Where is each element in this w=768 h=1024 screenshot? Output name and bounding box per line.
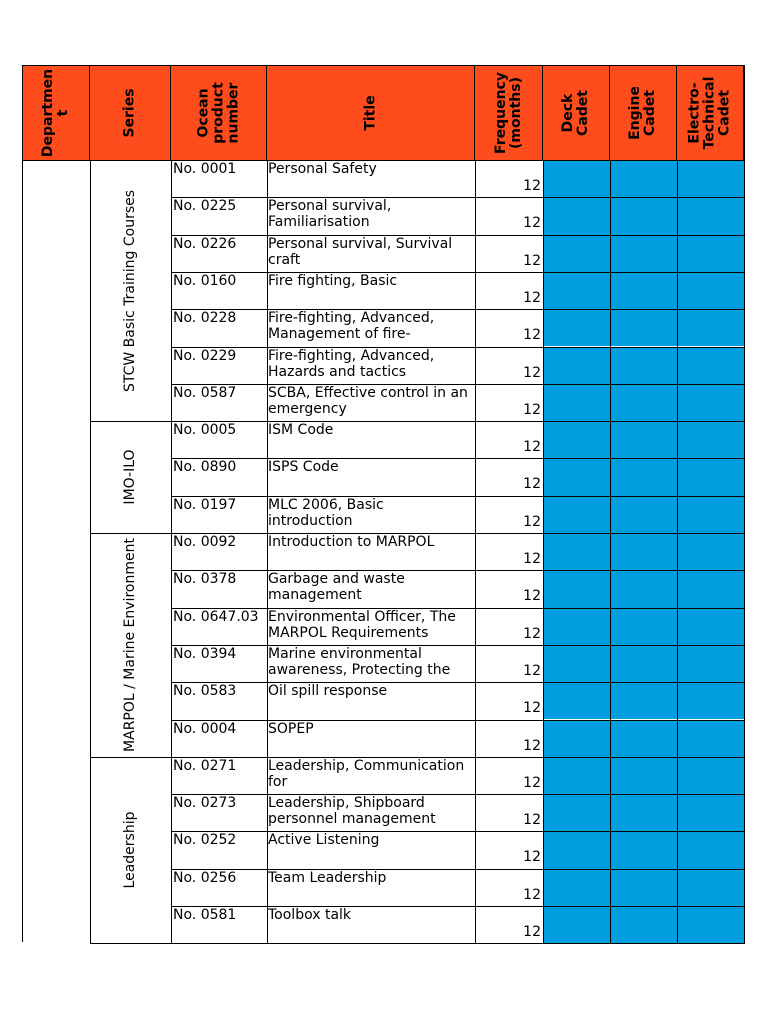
header-label-frequency: Frequency (months) (492, 71, 524, 154)
deck-cadet-cell (544, 422, 610, 458)
cadet-row-line (543, 197, 745, 198)
column-line (543, 160, 544, 944)
deck-cadet-cell (544, 534, 610, 570)
cadet-row-line (543, 421, 745, 422)
row-line (475, 160, 543, 161)
row-line (475, 831, 543, 832)
engine-cadet-cell (611, 683, 677, 719)
product-number: No. 0226 (173, 235, 237, 252)
series-top-border (90, 421, 171, 422)
row-line (475, 720, 543, 721)
header-label-product: Ocean product number (195, 81, 241, 144)
series-left-border (90, 533, 91, 758)
header-label-deck: Deck Cadet (560, 89, 591, 136)
cadet-row-line (543, 682, 745, 683)
series-left-border (90, 421, 91, 534)
frequency-value: 12 (523, 439, 541, 456)
electro-cadet-cell (678, 870, 744, 906)
course-title: Active Listening (268, 832, 380, 849)
product-number: No. 0229 (173, 347, 237, 364)
series-top-border (90, 757, 171, 758)
product-number: No. 0587 (173, 384, 237, 401)
frequency-value: 12 (523, 551, 541, 567)
product-number: No. 0228 (173, 310, 237, 327)
cadet-row-line (543, 160, 745, 161)
engine-cadet-cell (611, 273, 677, 309)
series-label: Leadership (122, 811, 138, 889)
engine-cadet-cell (611, 870, 677, 906)
header-frequency (475, 65, 543, 160)
deck-cadet-cell (544, 236, 610, 272)
product-number: No. 0252 (173, 832, 237, 849)
course-title: Personal Safety (268, 161, 377, 177)
row-line (475, 869, 543, 870)
engine-cadet-cell (611, 422, 677, 458)
cadet-row-line (543, 906, 745, 907)
product-number: No. 0647.03 (173, 608, 259, 625)
electro-cadet-cell (678, 646, 744, 682)
frequency-value: 12 (523, 215, 541, 232)
header-department (22, 65, 90, 160)
deck-cadet-cell (544, 310, 610, 346)
series-label: MARPOL / Marine Environment (122, 537, 138, 752)
electro-cadet-cell (678, 571, 744, 607)
deck-cadet-cell (544, 870, 610, 906)
electro-cadet-cell (678, 236, 744, 272)
course-title: SCBA, Effective control in an emergency (268, 384, 468, 417)
column-line (171, 160, 172, 944)
cadet-row-line (543, 570, 745, 571)
cadet-row-line (543, 309, 745, 310)
row-line (475, 309, 543, 310)
frequency-value: 12 (523, 625, 541, 642)
column-line (475, 160, 476, 944)
electro-cadet-cell (678, 758, 744, 794)
deck-cadet-cell (544, 646, 610, 682)
electro-cadet-cell (678, 534, 744, 570)
electro-cadet-cell (678, 198, 744, 234)
department-left-border (22, 160, 23, 942)
frequency-value: 12 (523, 252, 541, 269)
frequency-value: 12 (523, 849, 541, 866)
row-line (475, 682, 543, 683)
course-title: ISM Code (268, 422, 334, 439)
product-number: No. 0256 (173, 869, 237, 886)
engine-cadet-cell (611, 497, 677, 533)
header-label-series: Series (121, 87, 138, 138)
row-line (475, 608, 543, 609)
frequency-value: 12 (523, 178, 541, 194)
row-line (475, 496, 543, 497)
deck-cadet-cell (544, 758, 610, 794)
electro-cadet-cell (678, 795, 744, 831)
engine-cadet-cell (611, 385, 677, 421)
electro-cadet-cell (678, 459, 744, 495)
header-left-border (22, 65, 23, 160)
course-title: Garbage and waste management (268, 571, 405, 604)
row-line (475, 533, 543, 534)
course-title: Leadership, Communication for (268, 757, 465, 790)
row-line (475, 347, 543, 348)
course-title: Fire-fighting, Advanced, Management of fire- (268, 310, 435, 343)
electro-cadet-cell (678, 385, 744, 421)
series-top-border (90, 160, 171, 161)
row-line (475, 458, 543, 459)
engine-cadet-cell (611, 534, 677, 570)
cadet-row-line (543, 533, 745, 534)
course-title: Fire-fighting, Advanced, Hazards and tactics (268, 347, 435, 380)
header-label-electro: Electro- Technical Cadet (686, 76, 733, 149)
column-line (744, 160, 745, 944)
header-product (171, 65, 267, 160)
row-line (475, 421, 543, 422)
course-title: ISPS Code (268, 459, 339, 476)
row-line (475, 906, 543, 907)
electro-cadet-cell (678, 161, 744, 197)
cadet-row-line (543, 794, 745, 795)
engine-cadet-cell (611, 571, 677, 607)
cadet-row-line (543, 608, 745, 609)
deck-cadet-cell (544, 273, 610, 309)
frequency-value: 12 (523, 886, 541, 903)
row-line (475, 235, 543, 236)
engine-cadet-cell (611, 236, 677, 272)
frequency-value: 12 (523, 737, 541, 754)
header-electro (677, 65, 744, 160)
column-line (677, 160, 678, 944)
cadet-row-line (543, 235, 745, 236)
deck-cadet-cell (544, 161, 610, 197)
frequency-value: 12 (523, 401, 541, 418)
row-line (475, 197, 543, 198)
course-title: Oil spill response (268, 683, 388, 700)
product-number: No. 0378 (173, 571, 237, 588)
product-number: No. 0092 (173, 534, 237, 550)
series-top-border (90, 533, 171, 534)
cadet-row-line (543, 645, 745, 646)
electro-cadet-cell (678, 497, 744, 533)
product-number: No. 0890 (173, 459, 237, 476)
course-title: Environmental Officer, The MARPOL Requirements (268, 608, 456, 641)
electro-cadet-cell (678, 348, 744, 384)
header-engine (610, 65, 677, 160)
deck-cadet-cell (544, 348, 610, 384)
deck-cadet-cell (544, 907, 610, 943)
header-label-title: Title (362, 94, 378, 131)
cadet-row-line (543, 831, 745, 832)
header-right-border (744, 65, 745, 160)
header-title (267, 65, 475, 160)
electro-cadet-cell (678, 609, 744, 645)
product-number: No. 0583 (173, 683, 237, 700)
course-title: Team Leadership (268, 869, 387, 886)
series-left-border (90, 160, 91, 422)
cadet-row-line (543, 943, 745, 944)
deck-cadet-cell (544, 385, 610, 421)
course-title: Toolbox talk (268, 907, 352, 923)
deck-cadet-cell (544, 721, 610, 757)
row-line (475, 570, 543, 571)
frequency-value: 12 (523, 588, 541, 605)
product-number: No. 0581 (173, 907, 237, 923)
course-title: Personal survival, Survival craft (268, 235, 453, 268)
series-label: STCW Basic Training Courses (122, 189, 138, 392)
frequency-value: 12 (523, 812, 541, 829)
cadet-row-line (543, 458, 745, 459)
cadet-row-line (543, 869, 745, 870)
electro-cadet-cell (678, 832, 744, 868)
series-label: IMO-ILO (122, 449, 138, 505)
deck-cadet-cell (544, 609, 610, 645)
cadet-row-line (543, 347, 745, 348)
engine-cadet-cell (611, 646, 677, 682)
header-deck (543, 65, 610, 160)
row-line (475, 384, 543, 385)
course-title: Introduction to MARPOL (268, 534, 435, 550)
frequency-value: 12 (523, 364, 541, 381)
frequency-value: 12 (523, 513, 541, 530)
cadet-row-line (543, 757, 745, 758)
engine-cadet-cell (611, 348, 677, 384)
frequency-value: 12 (523, 662, 541, 679)
deck-cadet-cell (544, 459, 610, 495)
cadet-row-line (543, 496, 745, 497)
electro-cadet-cell (678, 721, 744, 757)
cadet-row-line (543, 272, 745, 273)
column-line (610, 160, 611, 944)
frequency-value: 12 (523, 289, 541, 306)
course-title: Marine environmental awareness, Protecting the (268, 645, 451, 678)
deck-cadet-cell (544, 795, 610, 831)
header-label-engine: Engine Cadet (627, 85, 658, 140)
engine-cadet-cell (611, 161, 677, 197)
series-left-border (90, 757, 91, 945)
deck-cadet-cell (544, 683, 610, 719)
product-number: No. 0271 (173, 757, 237, 774)
engine-cadet-cell (611, 721, 677, 757)
product-number: No. 0197 (173, 496, 237, 513)
column-line (267, 160, 268, 944)
header-series (90, 65, 171, 160)
frequency-value: 12 (523, 774, 541, 791)
engine-cadet-cell (611, 459, 677, 495)
engine-cadet-cell (611, 198, 677, 234)
product-number: No. 0005 (173, 422, 237, 439)
frequency-value: 12 (523, 700, 541, 717)
cadet-row-line (543, 384, 745, 385)
product-number: No. 0160 (173, 272, 237, 289)
frequency-value: 12 (523, 924, 541, 940)
product-number: No. 0394 (173, 645, 237, 662)
deck-cadet-cell (544, 832, 610, 868)
engine-cadet-cell (611, 609, 677, 645)
electro-cadet-cell (678, 310, 744, 346)
course-title: MLC 2006, Basic introduction (268, 496, 384, 529)
course-title: Leadership, Shipboard personnel management (268, 795, 436, 828)
deck-cadet-cell (544, 571, 610, 607)
course-title: Personal survival, Familiarisation (268, 198, 392, 231)
engine-cadet-cell (611, 758, 677, 794)
product-number: No. 0273 (173, 795, 237, 812)
electro-cadet-cell (678, 907, 744, 943)
electro-cadet-cell (678, 422, 744, 458)
engine-cadet-cell (611, 832, 677, 868)
header-top-border (22, 65, 745, 66)
engine-cadet-cell (611, 907, 677, 943)
product-number: No. 0004 (173, 720, 237, 737)
header-label-department: Departmen t (39, 68, 71, 157)
electro-cadet-cell (678, 273, 744, 309)
deck-cadet-cell (544, 198, 610, 234)
product-number: No. 0225 (173, 198, 237, 215)
row-line (475, 794, 543, 795)
electro-cadet-cell (678, 683, 744, 719)
deck-cadet-cell (544, 497, 610, 533)
course-title: Fire fighting, Basic (268, 272, 398, 289)
cadet-row-line (543, 720, 745, 721)
frequency-value: 12 (523, 476, 541, 493)
course-title: SOPEP (268, 720, 314, 737)
row-line (475, 272, 543, 273)
row-line (475, 757, 543, 758)
engine-cadet-cell (611, 795, 677, 831)
product-number: No. 0001 (173, 161, 237, 177)
row-line (475, 645, 543, 646)
engine-cadet-cell (611, 310, 677, 346)
frequency-value: 12 (523, 327, 541, 344)
